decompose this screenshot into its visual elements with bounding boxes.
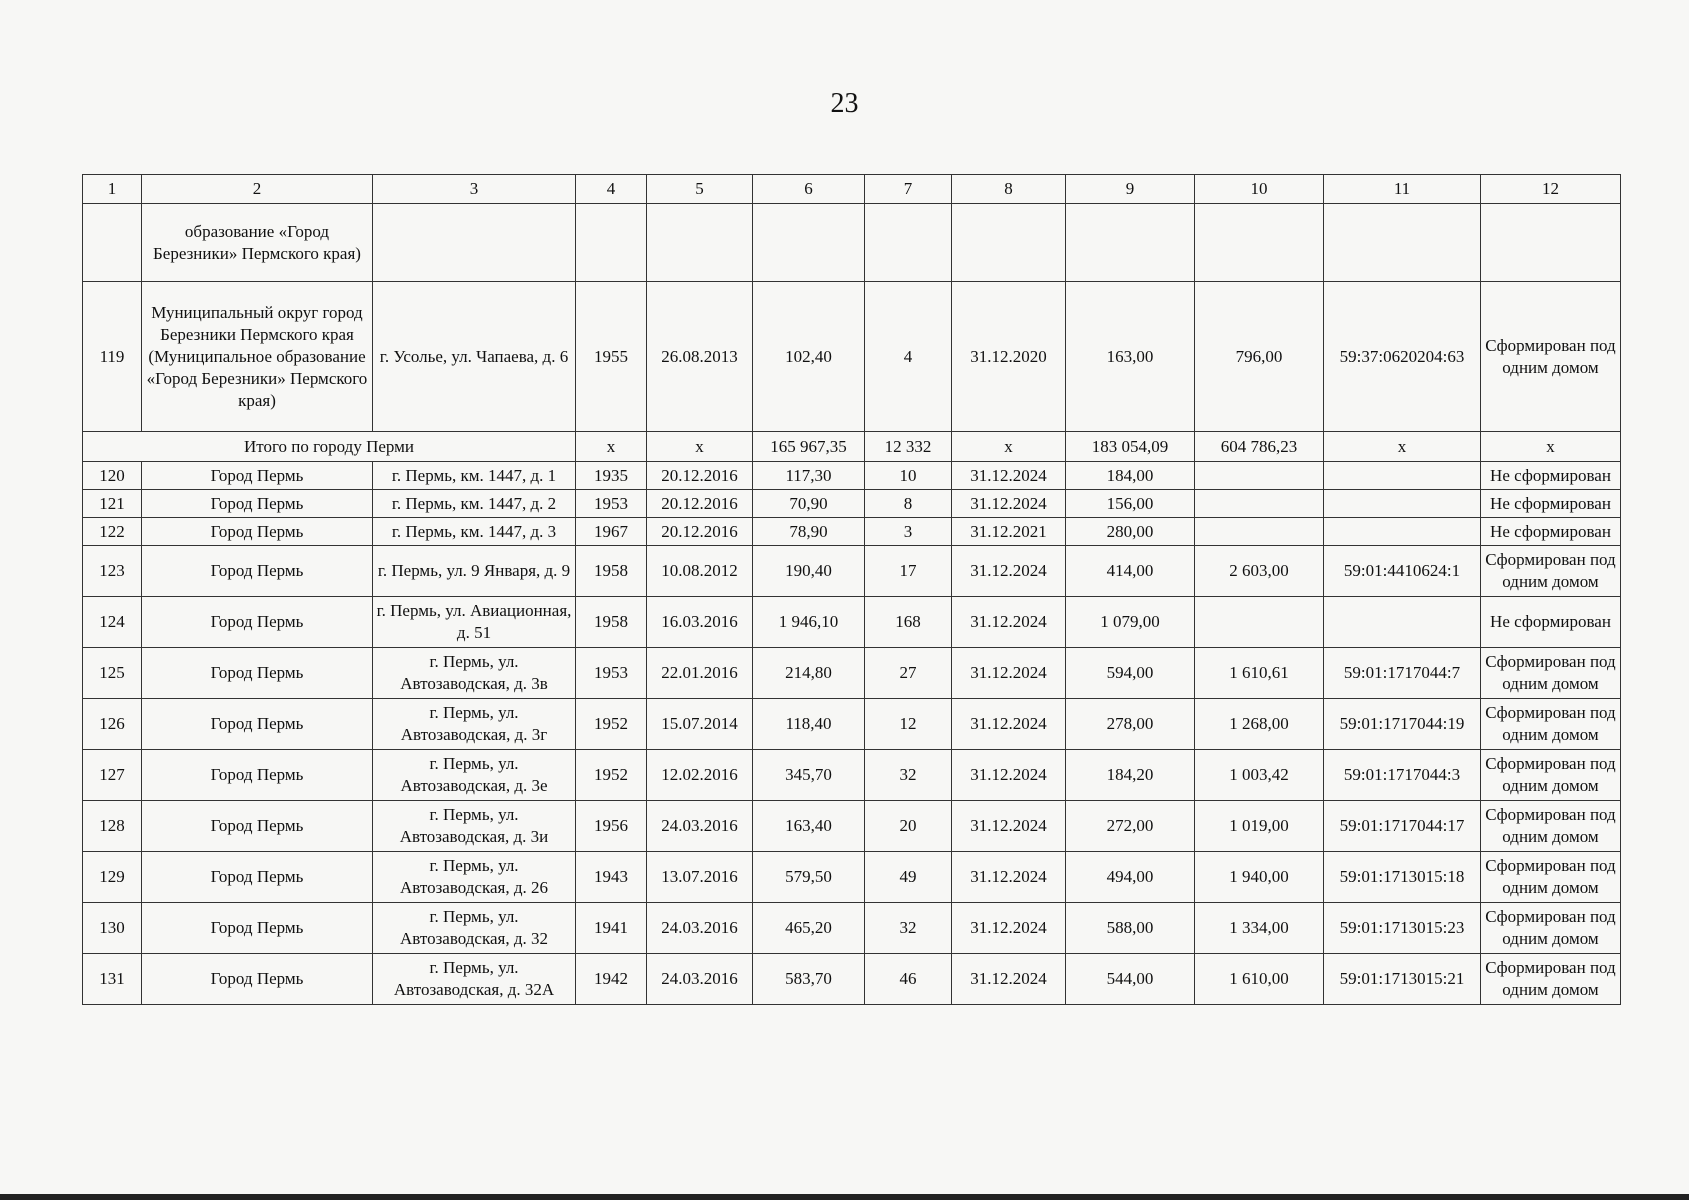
table-row bbox=[83, 801, 1621, 852]
cadastral-number: 59:01:1717044:7 bbox=[1324, 648, 1481, 699]
house-area: 345,70 bbox=[753, 750, 865, 801]
recognition-date: 10.08.2012 bbox=[647, 546, 753, 597]
table-row bbox=[83, 648, 1621, 699]
municipality-name: Город Пермь bbox=[142, 750, 373, 801]
house-area: 117,30 bbox=[753, 462, 865, 490]
column-number: 7 bbox=[865, 175, 952, 204]
build-year: 1958 bbox=[576, 546, 647, 597]
municipality-name: Город Пермь bbox=[142, 699, 373, 750]
municipality-name: Город Пермь bbox=[142, 852, 373, 903]
continuation-row bbox=[83, 204, 1621, 282]
plot-area: 1 003,42 bbox=[1195, 750, 1324, 801]
deadline-date: 31.12.2024 bbox=[952, 648, 1066, 699]
building-footprint-area: 544,00 bbox=[1066, 954, 1195, 1005]
deadline-date: 31.12.2021 bbox=[952, 518, 1066, 546]
plot-area bbox=[1195, 490, 1324, 518]
house-address: г. Пермь, ул. 9 Января, д. 9 bbox=[373, 546, 576, 597]
municipality-name: образование «Город Березники» Пермского края) bbox=[142, 204, 373, 282]
deadline-date: 31.12.2024 bbox=[952, 699, 1066, 750]
column-number: 2 bbox=[142, 175, 373, 204]
cadastral-number bbox=[1324, 597, 1481, 648]
municipality-name: Город Пермь bbox=[142, 546, 373, 597]
deadline-date: 31.12.2024 bbox=[952, 462, 1066, 490]
plot-status: Сформирован под одним домом bbox=[1481, 852, 1621, 903]
plot-area bbox=[1195, 462, 1324, 490]
cadastral-number: 59:01:1713015:18 bbox=[1324, 852, 1481, 903]
house-address: г. Пермь, ул. Автозаводская, д. 32А bbox=[373, 954, 576, 1005]
column-number: 9 bbox=[1066, 175, 1195, 204]
municipality-name: Город Пермь bbox=[142, 954, 373, 1005]
build-year: 1943 bbox=[576, 852, 647, 903]
building-footprint-area: 184,00 bbox=[1066, 462, 1195, 490]
building-footprint-area: 594,00 bbox=[1066, 648, 1195, 699]
house-area: 214,80 bbox=[753, 648, 865, 699]
deadline-date: 31.12.2024 bbox=[952, 801, 1066, 852]
plot-area: 2 603,00 bbox=[1195, 546, 1324, 597]
house-address: г. Пермь, ул. Автозаводская, д. 3г bbox=[373, 699, 576, 750]
build-year: 1952 bbox=[576, 750, 647, 801]
deadline-date: 31.12.2024 bbox=[952, 852, 1066, 903]
row-number: 123 bbox=[83, 546, 142, 597]
total-cell: х bbox=[576, 432, 647, 462]
house-address: г. Пермь, ул. Автозаводская, д. 26 bbox=[373, 852, 576, 903]
deadline-date: 31.12.2024 bbox=[952, 597, 1066, 648]
house-address: г. Пермь, ул. Автозаводская, д. 3и bbox=[373, 801, 576, 852]
municipality-name: Город Пермь bbox=[142, 597, 373, 648]
plot-status: Сформирован под одним домом bbox=[1481, 546, 1621, 597]
row-number: 130 bbox=[83, 903, 142, 954]
building-footprint-area: 184,20 bbox=[1066, 750, 1195, 801]
residents-count: 32 bbox=[865, 750, 952, 801]
row-number: 122 bbox=[83, 518, 142, 546]
recognition-date: 24.03.2016 bbox=[647, 801, 753, 852]
building-footprint-area: 278,00 bbox=[1066, 699, 1195, 750]
cadastral-number bbox=[1324, 462, 1481, 490]
building-footprint-area: 1 079,00 bbox=[1066, 597, 1195, 648]
page-number: 23 bbox=[830, 88, 859, 119]
plot-area: 1 610,61 bbox=[1195, 648, 1324, 699]
deadline-date: 31.12.2024 bbox=[952, 546, 1066, 597]
build-year: 1941 bbox=[576, 903, 647, 954]
cadastral-number bbox=[1324, 490, 1481, 518]
build-year: 1953 bbox=[576, 490, 647, 518]
house-area: 118,40 bbox=[753, 699, 865, 750]
row-number: 124 bbox=[83, 597, 142, 648]
house-area: 583,70 bbox=[753, 954, 865, 1005]
row-number: 126 bbox=[83, 699, 142, 750]
build-year: 1953 bbox=[576, 648, 647, 699]
residents-count: 49 bbox=[865, 852, 952, 903]
plot-status: Сформирован под одним домом bbox=[1481, 648, 1621, 699]
plot-area: 796,00 bbox=[1195, 282, 1324, 432]
plot-area: 1 019,00 bbox=[1195, 801, 1324, 852]
table-row bbox=[83, 750, 1621, 801]
row-number: 127 bbox=[83, 750, 142, 801]
housing-table bbox=[82, 174, 1621, 1005]
house-area: 579,50 bbox=[753, 852, 865, 903]
house-address: г. Пермь, км. 1447, д. 1 bbox=[373, 462, 576, 490]
recognition-date: 24.03.2016 bbox=[647, 903, 753, 954]
building-footprint-area: 163,00 bbox=[1066, 282, 1195, 432]
total-cell: 165 967,35 bbox=[753, 432, 865, 462]
table-row bbox=[83, 546, 1621, 597]
table-row bbox=[83, 699, 1621, 750]
total-cell: 12 332 bbox=[865, 432, 952, 462]
row-number: 121 bbox=[83, 490, 142, 518]
column-number: 4 bbox=[576, 175, 647, 204]
table-row bbox=[83, 490, 1621, 518]
municipality-name: Город Пермь bbox=[142, 518, 373, 546]
table-row bbox=[83, 597, 1621, 648]
plot-status: Не сформирован bbox=[1481, 518, 1621, 546]
plot-status: Сформирован под одним домом bbox=[1481, 699, 1621, 750]
plot-status: Сформирован под одним домом bbox=[1481, 801, 1621, 852]
row-number: 120 bbox=[83, 462, 142, 490]
plot-status: Не сформирован bbox=[1481, 462, 1621, 490]
residents-count: 168 bbox=[865, 597, 952, 648]
column-number: 5 bbox=[647, 175, 753, 204]
municipality-name: Город Пермь bbox=[142, 462, 373, 490]
column-number: 6 bbox=[753, 175, 865, 204]
building-footprint-area: 588,00 bbox=[1066, 903, 1195, 954]
plot-area: 1 610,00 bbox=[1195, 954, 1324, 1005]
cadastral-number bbox=[1324, 518, 1481, 546]
recognition-date: 12.02.2016 bbox=[647, 750, 753, 801]
cadastral-number: 59:01:1717044:3 bbox=[1324, 750, 1481, 801]
plot-status: Сформирован под одним домом bbox=[1481, 282, 1621, 432]
residents-count: 17 bbox=[865, 546, 952, 597]
column-number: 3 bbox=[373, 175, 576, 204]
column-number: 12 bbox=[1481, 175, 1621, 204]
deadline-date: 31.12.2024 bbox=[952, 903, 1066, 954]
deadline-date: 31.12.2024 bbox=[952, 954, 1066, 1005]
house-address: г. Пермь, км. 1447, д. 2 bbox=[373, 490, 576, 518]
total-cell: х bbox=[1481, 432, 1621, 462]
table-row bbox=[83, 518, 1621, 546]
house-address: г. Пермь, ул. Авиационная, д. 51 bbox=[373, 597, 576, 648]
house-area: 465,20 bbox=[753, 903, 865, 954]
house-address: г. Пермь, ул. Автозаводская, д. 3е bbox=[373, 750, 576, 801]
municipality-name: Город Пермь bbox=[142, 490, 373, 518]
column-number-row bbox=[83, 175, 1621, 204]
residents-count: 3 bbox=[865, 518, 952, 546]
building-footprint-area: 494,00 bbox=[1066, 852, 1195, 903]
column-number: 1 bbox=[83, 175, 142, 204]
total-cell: х bbox=[647, 432, 753, 462]
residents-count: 20 bbox=[865, 801, 952, 852]
recognition-date: 26.08.2013 bbox=[647, 282, 753, 432]
plot-area: 1 940,00 bbox=[1195, 852, 1324, 903]
table-row bbox=[83, 282, 1621, 432]
recognition-date: 24.03.2016 bbox=[647, 954, 753, 1005]
row-number: 128 bbox=[83, 801, 142, 852]
plot-status: Не сформирован bbox=[1481, 490, 1621, 518]
house-area: 102,40 bbox=[753, 282, 865, 432]
table-row bbox=[83, 852, 1621, 903]
total-cell: х bbox=[952, 432, 1066, 462]
house-area: 1 946,10 bbox=[753, 597, 865, 648]
house-address: г. Пермь, ул. Автозаводская, д. 3в bbox=[373, 648, 576, 699]
house-area: 78,90 bbox=[753, 518, 865, 546]
residents-count: 10 bbox=[865, 462, 952, 490]
recognition-date: 20.12.2016 bbox=[647, 462, 753, 490]
residents-count: 4 bbox=[865, 282, 952, 432]
total-cell: 604 786,23 bbox=[1195, 432, 1324, 462]
municipality-name: Город Пермь bbox=[142, 648, 373, 699]
recognition-date: 20.12.2016 bbox=[647, 490, 753, 518]
recognition-date: 22.01.2016 bbox=[647, 648, 753, 699]
plot-area bbox=[1195, 518, 1324, 546]
build-year: 1956 bbox=[576, 801, 647, 852]
residents-count: 8 bbox=[865, 490, 952, 518]
plot-area: 1 334,00 bbox=[1195, 903, 1324, 954]
build-year: 1967 bbox=[576, 518, 647, 546]
plot-status: Сформирован под одним домом bbox=[1481, 903, 1621, 954]
page-bottom-edge bbox=[0, 1194, 1689, 1200]
total-row bbox=[83, 432, 1621, 462]
build-year: 1935 bbox=[576, 462, 647, 490]
build-year: 1952 bbox=[576, 699, 647, 750]
total-label: Итого по городу Перми bbox=[83, 432, 576, 462]
residents-count: 27 bbox=[865, 648, 952, 699]
row-number: 125 bbox=[83, 648, 142, 699]
deadline-date: 31.12.2024 bbox=[952, 490, 1066, 518]
recognition-date: 16.03.2016 bbox=[647, 597, 753, 648]
row-number: 131 bbox=[83, 954, 142, 1005]
deadline-date: 31.12.2024 bbox=[952, 750, 1066, 801]
building-footprint-area: 280,00 bbox=[1066, 518, 1195, 546]
column-number: 8 bbox=[952, 175, 1066, 204]
table-row bbox=[83, 954, 1621, 1005]
house-address: г. Пермь, ул. Автозаводская, д. 32 bbox=[373, 903, 576, 954]
cadastral-number: 59:01:1717044:17 bbox=[1324, 801, 1481, 852]
building-footprint-area: 156,00 bbox=[1066, 490, 1195, 518]
plot-status: Не сформирован bbox=[1481, 597, 1621, 648]
total-cell: 183 054,09 bbox=[1066, 432, 1195, 462]
house-area: 190,40 bbox=[753, 546, 865, 597]
municipality-name: Город Пермь bbox=[142, 801, 373, 852]
cadastral-number: 59:01:1717044:19 bbox=[1324, 699, 1481, 750]
house-area: 163,40 bbox=[753, 801, 865, 852]
recognition-date: 20.12.2016 bbox=[647, 518, 753, 546]
cadastral-number: 59:37:0620204:63 bbox=[1324, 282, 1481, 432]
plot-status: Сформирован под одним домом bbox=[1481, 954, 1621, 1005]
build-year: 1958 bbox=[576, 597, 647, 648]
row-number: 129 bbox=[83, 852, 142, 903]
plot-status: Сформирован под одним домом bbox=[1481, 750, 1621, 801]
table-row bbox=[83, 903, 1621, 954]
plot-area: 1 268,00 bbox=[1195, 699, 1324, 750]
residents-count: 46 bbox=[865, 954, 952, 1005]
building-footprint-area: 272,00 bbox=[1066, 801, 1195, 852]
cadastral-number: 59:01:1713015:23 bbox=[1324, 903, 1481, 954]
build-year: 1942 bbox=[576, 954, 647, 1005]
residents-count: 32 bbox=[865, 903, 952, 954]
plot-area bbox=[1195, 597, 1324, 648]
residents-count: 12 bbox=[865, 699, 952, 750]
house-address: г. Усолье, ул. Чапаева, д. 6 bbox=[373, 282, 576, 432]
table-row bbox=[83, 462, 1621, 490]
row-number: 119 bbox=[83, 282, 142, 432]
municipality-name: Муниципальный округ город Березники Пермского края (Муниципальное образование «Город Березники» Пермского края) bbox=[142, 282, 373, 432]
recognition-date: 15.07.2014 bbox=[647, 699, 753, 750]
cadastral-number: 59:01:1713015:21 bbox=[1324, 954, 1481, 1005]
deadline-date: 31.12.2020 bbox=[952, 282, 1066, 432]
municipality-name: Город Пермь bbox=[142, 903, 373, 954]
column-number: 11 bbox=[1324, 175, 1481, 204]
total-cell: х bbox=[1324, 432, 1481, 462]
column-number: 10 bbox=[1195, 175, 1324, 204]
build-year: 1955 bbox=[576, 282, 647, 432]
cadastral-number: 59:01:4410624:1 bbox=[1324, 546, 1481, 597]
building-footprint-area: 414,00 bbox=[1066, 546, 1195, 597]
house-area: 70,90 bbox=[753, 490, 865, 518]
recognition-date: 13.07.2016 bbox=[647, 852, 753, 903]
house-address: г. Пермь, км. 1447, д. 3 bbox=[373, 518, 576, 546]
